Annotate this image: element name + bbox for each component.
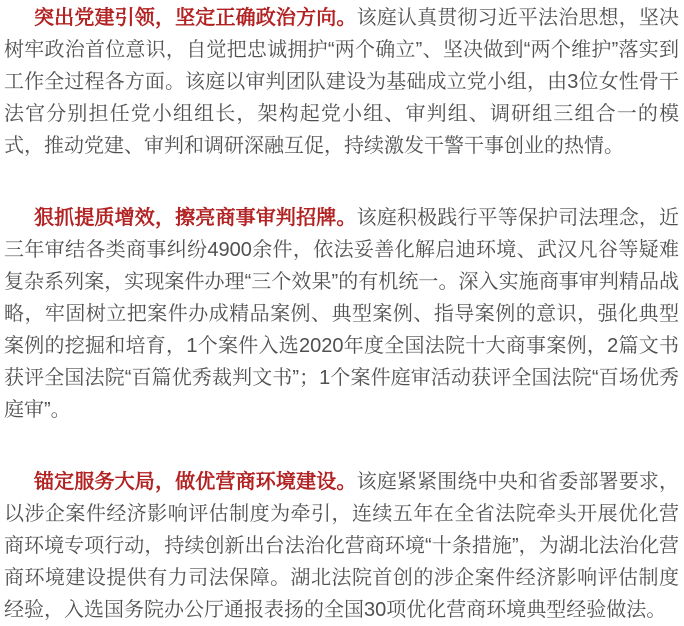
paragraph-body: 该庭紧紧围绕中央和省委部署要求，以涉企案件经济影响评估制度为牵引，连续五年在全省法院牵头开展优化营商环境专项行动，持续创新出台法治化营商环境“十条措施”，为湖北法治化营商环境建设提供有力司法保障。湖北法院首创的涉企案件经济影响评估制度经验，入选国务院办公厅通报表扬的全国30项优化营商环境典型经验做法。 <box>4 471 680 621</box>
paragraph-body: 该庭认真贯彻习近平法治思想，坚决树牢政治首位意识，自觉把忠诚拥护“两个确立”、坚决做到“两个维护”落实到工作全过程各方面。该庭以审判团队建设为基础成立党小组，由3位女性骨干法官分别担任党小组组长，架构起党小组、审判组、调研组三组合一的模式，推动党建、审判和调研深融互促，持续激发干警干事创业的热情。 <box>4 7 680 157</box>
paragraph-heading: 狠抓提质增效，擦亮商事审判招牌。 <box>34 207 357 229</box>
paragraph-heading: 锚定服务大局，做优营商环境建设。 <box>34 471 357 493</box>
paragraph-business-environment <box>4 466 679 626</box>
paragraph-party-building <box>4 2 679 162</box>
paragraph-quality-improvement <box>4 202 679 426</box>
paragraph-body: 该庭积极践行平等保护司法理念，近三年审结各类商事纠纷4900余件，依法妥善化解启迪环境、武汉凡谷等疑难复杂系列案，实现案件办理“三个效果”的有机统一。深入实施商事审判精品战略，牢固树立把案件办成精品案例、典型案例、指导案例的意识，强化典型案例的挖掘和培育，1个案件入选2020年度全国法院十大商事案例，2篇文书获评全国法院“百篇优秀裁判文书”；1个案件庭审活动获评全国法院“百场优秀庭审”。 <box>4 207 680 421</box>
paragraph-heading: 突出党建引领，坚定正确政治方向。 <box>34 7 357 29</box>
